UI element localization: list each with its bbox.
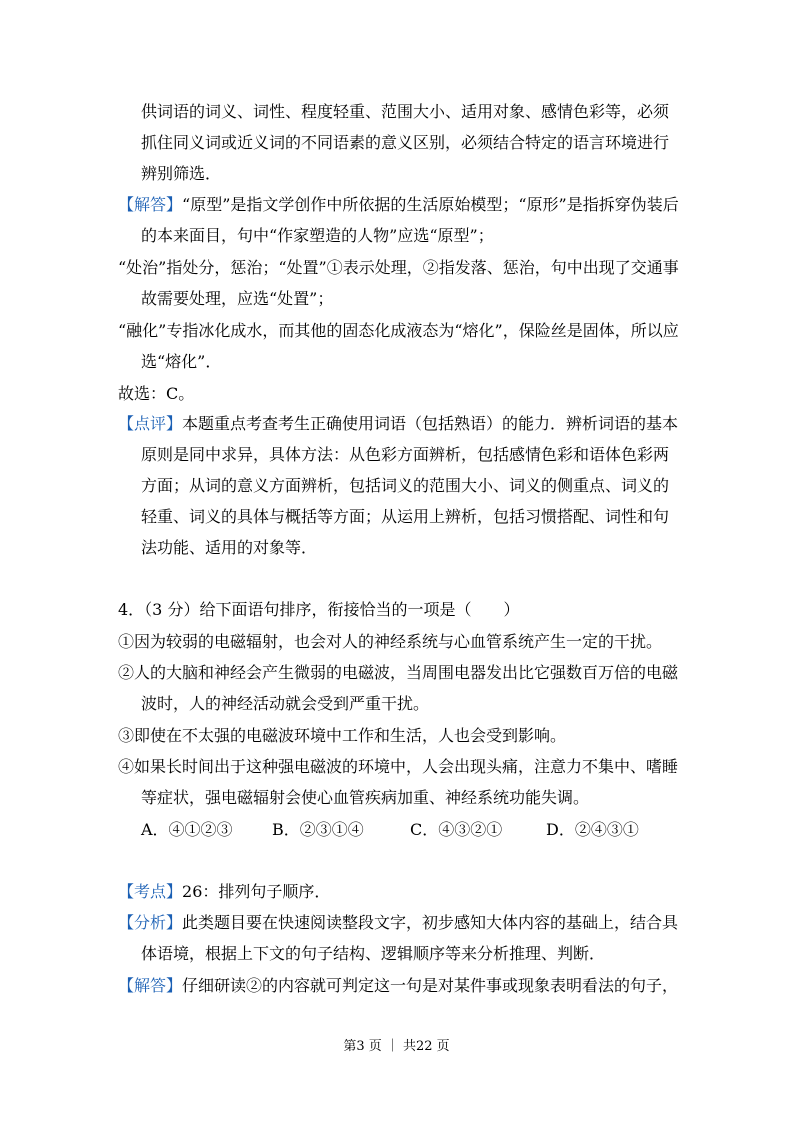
answer-tag: 【解答】	[118, 195, 183, 214]
sentence-2-line-1: ②人的大脑和神经会产生微弱的电磁波，当周围电器发出比它强数百万倍的电磁	[118, 663, 679, 682]
answer-choice: 故选：C。	[118, 384, 195, 403]
jieda-paragraph	[118, 976, 678, 996]
comment-paragraph	[118, 414, 678, 434]
kaodian-tag: 【考点】	[118, 882, 183, 901]
kaodian-paragraph	[118, 882, 330, 902]
option-a: A．④①②③	[141, 820, 233, 839]
comment-line-4: 轻重、词义的具体与概括等方面；从运用上辨析，包括习惯搭配、词性和句	[141, 507, 670, 526]
option-d: D．②④③①	[546, 820, 639, 839]
comment-tag: 【点评】	[118, 414, 183, 433]
option-c: C．④③②①	[410, 820, 503, 839]
comment-line-3: 方面；从词的意义方面辨析，包括词义的范围大小、词义的侧重点、词义的	[141, 476, 670, 495]
answer-line-2: 的本来面目，句中“作家塑造的人物”应选“原型”；	[141, 226, 494, 245]
comment-line-5: 法功能、适用的对象等．	[141, 538, 318, 557]
fenxi-line-2: 体语境，根据上下文的句子结构、逻辑顺序等来分析推理、判断．	[141, 944, 606, 963]
sentence-4-line-2: 等症状，强电磁辐射会使心血管疾病加重、神经系统功能失调。	[141, 788, 590, 807]
answer-line-3: “处治”指处分，惩治；“处置”①表示处理，②指发落、惩治，句中出现了交通事	[118, 258, 679, 277]
jieda-tag: 【解答】	[118, 976, 183, 995]
sentence-3: ③即使在不太强的电磁波环境中工作和生活，人也会受到影响。	[118, 726, 567, 745]
answer-line-4: 故需要处理，应选“处置”；	[141, 289, 334, 308]
answer-line-5: “融化”专指冰化成水，而其他的固态化成液态为“熔化”，保险丝是固体，所以应	[118, 321, 679, 340]
option-b: B．②③①④	[272, 820, 364, 839]
sentence-4-line-1: ④如果长时间出于这种强电磁波的环境中，人会出现头痛，注意力不集中、嗜睡	[118, 757, 679, 776]
page-footer: 第3 页 ｜ 共22 页	[343, 1039, 450, 1054]
kaodian-text: 26：排列句子顺序．	[182, 882, 331, 901]
sentence-2-line-2: 波时，人的神经活动就会受到严重干扰。	[141, 694, 430, 713]
explanation-line-1: 供词语的词义、词性、程度轻重、范围大小、适用对象、感情色彩等，必须	[141, 102, 670, 121]
sentence-1: ①因为较弱的电磁辐射，也会对人的神经系统与心血管系统产生一定的干扰。	[118, 632, 663, 651]
answer-line-1: “原型”是指文学创作中所依据的生活原始模型；“原形”是指拆穿伪装后	[182, 195, 679, 214]
answer-paragraph-1	[118, 195, 679, 215]
answer-line-6: 选“熔化”．	[141, 352, 222, 371]
comment-line-2: 原则是同中求异，具体方法：从色彩方面辨析，包括感情色彩和语体色彩两	[141, 445, 670, 464]
fenxi-paragraph	[118, 913, 678, 933]
explanation-line-3: 辨别筛选．	[141, 164, 222, 183]
fenxi-tag: 【分析】	[118, 913, 183, 932]
jieda-line-1: 仔细研读②的内容就可判定这一句是对某件事或现象表明看法的句子，	[182, 976, 679, 995]
fenxi-line-1: 此类题目要在快速阅读整段文字，初步感知大体内容的基础上，结合具	[182, 913, 679, 932]
question-4-stem: 4．（3 分）给下面语句排序，衔接恰当的一项是（ ）	[118, 600, 520, 619]
comment-line-1: 本题重点考查考生正确使用词语（包括熟语）的能力．辨析词语的基本	[182, 414, 679, 433]
explanation-line-2: 抓住同义词或近义词的不同语素的意义区别，必须结合特定的语言环境进行	[141, 133, 670, 152]
